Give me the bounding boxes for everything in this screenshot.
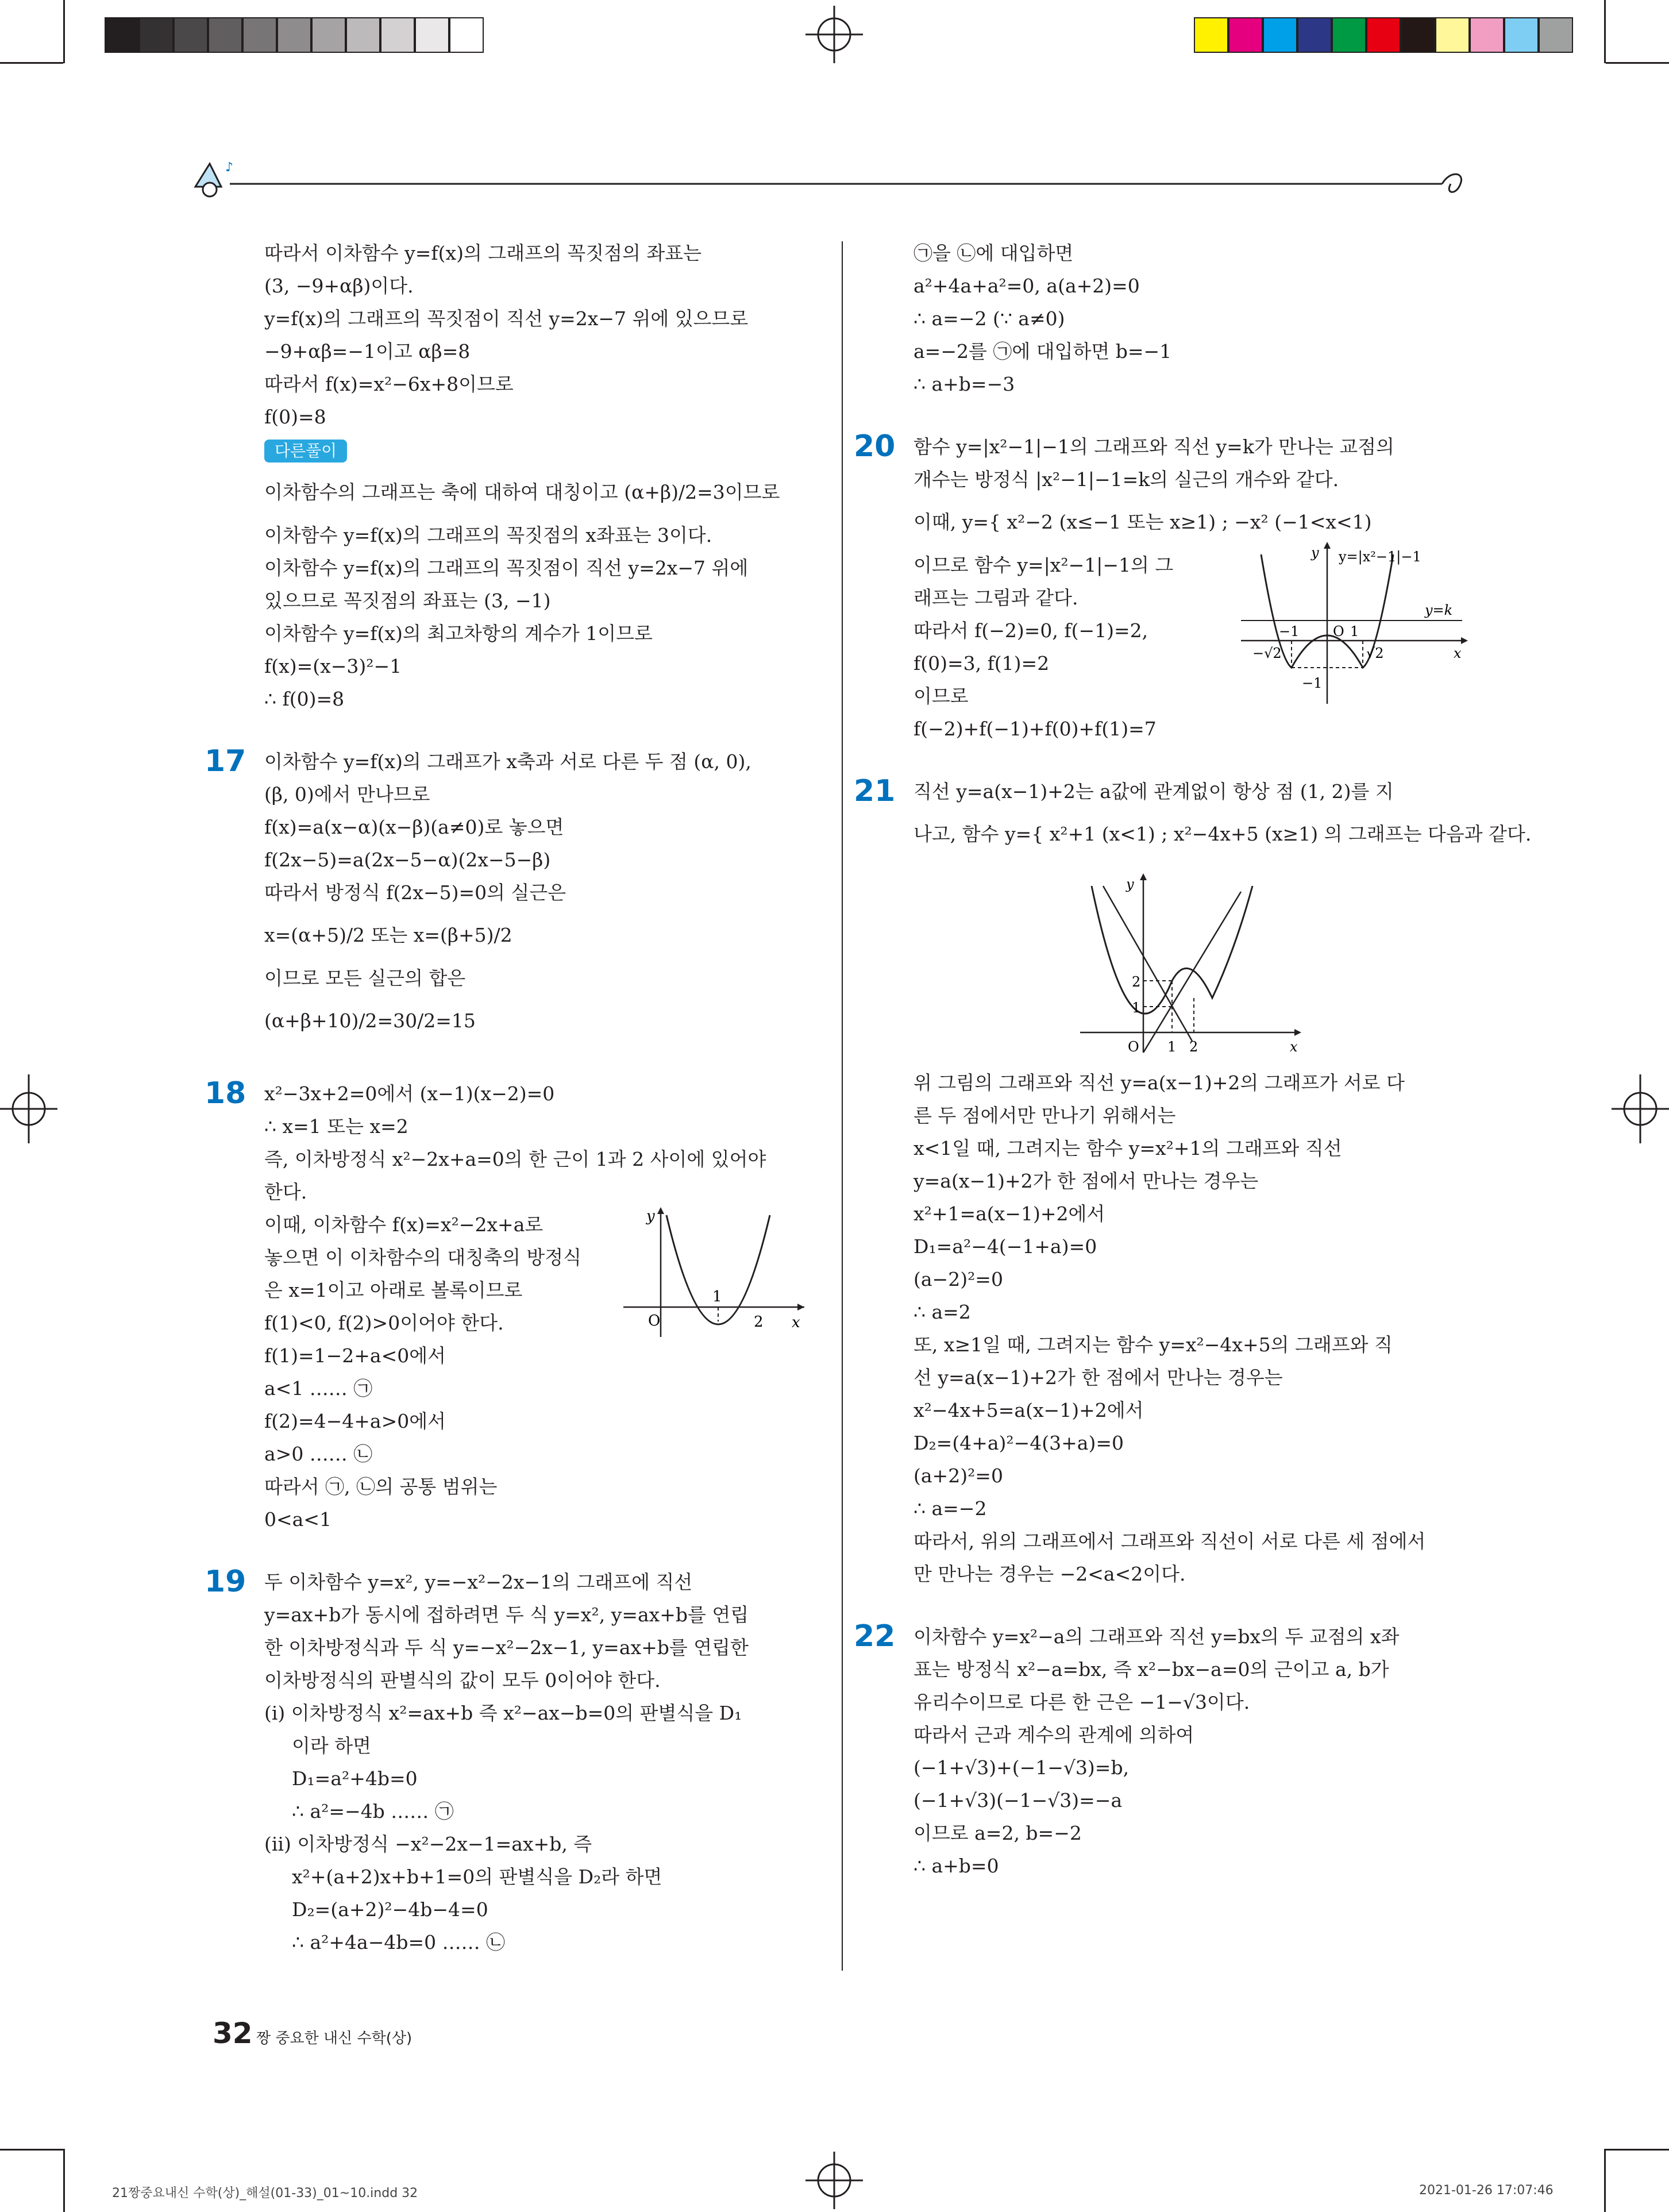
line-text: 이라 하면 xyxy=(292,1735,372,1757)
line-text: x<1일 때, 그려지는 함수 y=x²+1의 그래프와 직선 xyxy=(913,1137,1342,1159)
graph21-origin: O xyxy=(1128,1039,1139,1055)
text-line xyxy=(264,1143,816,1176)
line-text: 이차함수 y=f(x)의 그래프의 꼭짓점의 x좌표는 3이다. xyxy=(264,524,712,546)
text-line xyxy=(913,1394,1454,1427)
gray-swatch xyxy=(415,17,449,53)
text-line xyxy=(264,466,816,519)
graph20-tick-ps2: √2 xyxy=(1366,645,1384,661)
problem-start-line xyxy=(205,1076,816,1111)
line-text: f(−2)+f(−1)+f(0)+f(1)=7 xyxy=(913,718,1157,740)
text-line xyxy=(264,617,816,650)
text-line xyxy=(264,995,816,1047)
text-line xyxy=(913,614,1454,647)
text-line xyxy=(913,1066,1454,1099)
graph20-curve-label: y=|x²−1|−1 xyxy=(1339,549,1421,565)
text-line xyxy=(264,1598,816,1631)
line-text: (ⅱ) 이차방정식 −x²−2x−1=ax+b, 즉 xyxy=(264,1833,592,1855)
line-text: f(2)=4−4+a>0에서 xyxy=(264,1410,446,1432)
line-text: ∴ a²=−4b …… ㉠ xyxy=(292,1800,454,1822)
line-text: D₁=a²+4b=0 xyxy=(292,1767,418,1790)
text-line xyxy=(264,1860,816,1893)
text-line xyxy=(264,1926,816,1959)
graph20-tick-neg1: −1 xyxy=(1302,675,1323,691)
text-line xyxy=(913,1230,1454,1263)
line-text: 이므로 a=2, b=−2 xyxy=(913,1822,1082,1844)
line-text: y=f(x)의 그래프의 꼭짓점이 직선 y=2x−7 위에 있으므로 xyxy=(264,307,749,330)
color-swatch xyxy=(1194,17,1228,53)
crop-mark xyxy=(63,0,65,63)
text-line xyxy=(913,1751,1454,1784)
registration-mark xyxy=(0,1074,57,1143)
line-text: ∴ a=2 xyxy=(913,1301,971,1323)
line-text: D₂=(4+a)²−4(3+a)=0 xyxy=(913,1432,1124,1454)
line-text: 따라서 근과 계수의 관계에 의하여 xyxy=(913,1724,1194,1746)
problem-number: 18 xyxy=(205,1076,246,1111)
graph20-y-label: y xyxy=(1311,545,1319,561)
line-text: ∴ f(0)=8 xyxy=(264,688,345,710)
graph21-y-label: y xyxy=(1126,876,1134,892)
line-text: 이차함수 y=x²−a의 그래프와 직선 y=bx의 두 교점의 x좌 xyxy=(913,1625,1400,1648)
line-text: 따라서 방정식 f(2x−5)=0의 실근은 xyxy=(264,881,566,904)
gray-swatch xyxy=(277,17,311,53)
text-line xyxy=(264,1697,816,1729)
line-text: 놓으면 이 이차함수의 대칭축의 방정식 xyxy=(264,1246,582,1269)
line-text: 이차함수의 그래프는 축에 대하여 대칭이고 (α+β)/2=3이므로 xyxy=(264,481,780,503)
graph20-tick-p1: 1 xyxy=(1350,623,1359,639)
text-line xyxy=(913,269,1454,302)
color-swatch xyxy=(1263,17,1297,53)
graph21-x-label: x xyxy=(1290,1039,1298,1055)
book-title: 짱 중요한 내신 수학(상) xyxy=(256,2030,413,2047)
text-line xyxy=(913,1817,1454,1849)
text-line xyxy=(264,1664,816,1697)
crop-mark xyxy=(0,62,63,64)
text-line xyxy=(264,843,816,876)
line-text: D₁=a²−4(−1+a)=0 xyxy=(913,1235,1097,1258)
gray-swatch xyxy=(380,17,415,53)
line-text: 은 x=1이고 아래로 볼록이므로 xyxy=(264,1279,523,1301)
text-line xyxy=(913,1525,1454,1558)
text-line xyxy=(264,1241,816,1274)
text-line xyxy=(264,1729,816,1762)
line-text: a=−2를 ㉠에 대입하면 b=−1 xyxy=(913,340,1172,363)
line-text: 즉, 이차방정식 x²−2x+a=0의 한 근이 1과 2 사이에 있어야 xyxy=(264,1148,766,1170)
color-swatch xyxy=(1401,17,1435,53)
line-text: 이때, 이차함수 f(x)=x²−2x+a로 xyxy=(264,1213,544,1236)
line-text: 따라서 f(x)=x²−6x+8이므로 xyxy=(264,373,514,395)
svg-text:♪: ♪ xyxy=(225,160,234,175)
problem-start-line xyxy=(205,744,816,779)
crop-mark xyxy=(1606,2149,1669,2151)
problem-number: 22 xyxy=(854,1619,896,1654)
text-line xyxy=(264,519,816,552)
gray-swatch xyxy=(174,17,208,53)
text-line xyxy=(913,1263,1454,1296)
line-text: (β, 0)에서 만나므로 xyxy=(264,783,430,806)
line-text: ∴ a=−2 (∵ a≠0) xyxy=(913,307,1065,330)
text-line xyxy=(913,1427,1454,1459)
text-line xyxy=(913,237,1454,269)
line-text: 0<a<1 xyxy=(264,1508,332,1531)
graph21-tick-2: 2 xyxy=(1189,1039,1198,1055)
text-line xyxy=(913,1361,1454,1394)
line-text: ㉠을 ㉡에 대입하면 xyxy=(913,242,1074,264)
graph20-line-label: y=k xyxy=(1425,602,1453,618)
line-text: (3, −9+αβ)이다. xyxy=(264,275,414,297)
line-text: 함수 y=|x²−1|−1의 그래프와 직선 y=k가 만나는 교점의 xyxy=(913,436,1394,458)
text-line xyxy=(264,400,816,433)
problem-start-line xyxy=(205,1564,816,1599)
graph21-value-1: 1 xyxy=(1132,1000,1141,1016)
crop-mark xyxy=(0,2149,63,2151)
text-line xyxy=(264,876,816,909)
line-text: 표는 방정식 x²−a=bx, 즉 x²−bx−a=0의 근이고 a, b가 xyxy=(913,1658,1389,1681)
right-column xyxy=(854,237,1532,1882)
line-text: 만 만나는 경우는 −2<a<2이다. xyxy=(913,1563,1186,1585)
left-column xyxy=(205,237,816,1959)
text-line xyxy=(264,909,816,962)
line-text: f(1)=1−2+a<0에서 xyxy=(264,1344,446,1367)
text-line xyxy=(913,1132,1454,1165)
line-text: 이차함수 y=f(x)의 그래프가 x축과 서로 다른 두 점 (α, 0), xyxy=(264,750,751,773)
line-text: 있으므로 꼭짓점의 좌표는 (3, −1) xyxy=(264,589,551,612)
gray-swatch xyxy=(311,17,346,53)
text-line xyxy=(264,1795,816,1828)
text-line xyxy=(913,1328,1454,1361)
text-line xyxy=(264,1438,816,1470)
text-line xyxy=(264,1405,816,1438)
problem-start-line xyxy=(854,774,1454,808)
header-rule xyxy=(178,155,1471,201)
graph18-y-label: y xyxy=(646,1208,655,1225)
graph20-x-label: x xyxy=(1454,645,1462,661)
text-line xyxy=(264,1828,816,1860)
gray-swatch xyxy=(105,17,139,53)
graph21-value-2: 2 xyxy=(1132,974,1141,990)
line-text: f(x)=(x−3)²−1 xyxy=(264,655,402,677)
line-text: a<1 …… ㉠ xyxy=(264,1377,373,1400)
text-line xyxy=(264,778,816,811)
line-text: 한 이차방정식과 두 식 y=−x²−2x−1, y=ax+b를 연립한 xyxy=(264,1636,749,1659)
text-line xyxy=(264,1631,816,1664)
text-line xyxy=(913,808,1532,861)
line-text: −9+αβ=−1이고 αβ=8 xyxy=(264,340,471,363)
problem-number: 17 xyxy=(205,744,246,779)
line-text: (−1+√3)(−1−√3)=−a xyxy=(913,1789,1123,1812)
graph18-tick-2: 2 xyxy=(754,1313,764,1331)
line-text: 따라서, 위의 그래프에서 그래프와 직선이 서로 다른 세 점에서 xyxy=(913,1530,1426,1552)
text-line xyxy=(913,1558,1454,1590)
text-line xyxy=(264,962,816,995)
line-text: (a−2)²=0 xyxy=(913,1268,1003,1290)
line-text: 이므로 함수 y=|x²−1|−1의 그 xyxy=(913,554,1174,576)
graph18-tick-1: 1 xyxy=(712,1288,722,1305)
gray-swatch xyxy=(139,17,174,53)
color-swatch xyxy=(1332,17,1366,53)
line-text: 선 y=a(x−1)+2가 한 점에서 만나는 경우는 xyxy=(913,1366,1283,1389)
line-text: ∴ x=1 또는 x=2 xyxy=(264,1115,408,1138)
line-text: y=a(x−1)+2가 한 점에서 만나는 경우는 xyxy=(913,1170,1259,1192)
line-text: 두 이차함수 y=x², y=−x²−2x−1의 그래프에 직선 xyxy=(264,1571,693,1593)
text-line xyxy=(264,237,816,269)
text-line xyxy=(913,1784,1454,1817)
text-line xyxy=(264,1503,816,1536)
alt-solution-row xyxy=(264,433,816,466)
gray-swatch xyxy=(208,17,242,53)
graph-problem-21 xyxy=(1069,869,1310,1058)
text-line xyxy=(913,1165,1454,1197)
text-line xyxy=(264,1274,816,1307)
line-text: ∴ a²+4a−4b=0 …… ㉡ xyxy=(292,1931,506,1953)
text-line xyxy=(913,1686,1454,1718)
line-text: a>0 …… ㉡ xyxy=(264,1443,373,1465)
line-text: 이차함수 y=f(x)의 최고차항의 계수가 1이므로 xyxy=(264,622,653,645)
text-line xyxy=(264,552,816,584)
gray-swatch xyxy=(449,17,484,53)
graph18-origin: O xyxy=(648,1312,661,1329)
line-text: 따라서 f(−2)=0, f(−1)=2, xyxy=(913,619,1148,642)
crop-mark xyxy=(63,2149,65,2212)
line-text: (ⅰ) 이차방정식 x²=ax+b 즉 x²−ax−b=0의 판별식을 D₁ xyxy=(264,1702,742,1724)
text-line xyxy=(913,680,1454,712)
text-line xyxy=(264,1372,816,1405)
line-text: x²−4x+5=a(x−1)+2에서 xyxy=(913,1399,1144,1421)
color-swatch xyxy=(1435,17,1470,53)
text-line xyxy=(913,302,1454,335)
line-text: 직선 y=a(x−1)+2는 a값에 관계없이 항상 점 (1, 2)를 지 xyxy=(913,780,1394,803)
gray-swatch xyxy=(346,17,380,53)
text-line xyxy=(913,1849,1454,1882)
line-text: x=(α+5)/2 또는 x=(β+5)/2 xyxy=(264,924,512,946)
line-text: 한다. xyxy=(264,1181,307,1203)
line-text: 이므로 xyxy=(913,685,969,707)
line-text: 래프는 그림과 같다. xyxy=(913,587,1078,609)
graph21-tick-1: 1 xyxy=(1167,1039,1177,1055)
line-text: 위 그림의 그래프와 직선 y=a(x−1)+2의 그래프가 서로 다 xyxy=(913,1072,1405,1094)
line-text: y=ax+b가 동시에 접하려면 두 식 y=x², y=ax+b를 연립 xyxy=(264,1604,749,1626)
text-line xyxy=(264,1110,816,1143)
line-text: f(0)=8 xyxy=(264,406,326,428)
text-line xyxy=(913,1459,1454,1492)
line-text: 개수는 방정식 |x²−1|−1=k의 실근의 개수와 같다. xyxy=(913,468,1339,491)
text-line xyxy=(264,335,816,368)
text-line xyxy=(913,1718,1454,1751)
graph20-tick-m1: −1 xyxy=(1279,623,1300,639)
color-swatch xyxy=(1366,17,1401,53)
slug-file-name: 21짱중요내신 수학(상)_해설(01-33)_01~10.indd 32 xyxy=(112,2186,418,2201)
line-text: (a+2)²=0 xyxy=(913,1465,1003,1487)
text-line xyxy=(913,1099,1454,1132)
text-line xyxy=(913,712,1454,745)
text-line xyxy=(913,581,1454,614)
text-line xyxy=(264,683,816,715)
problem-start-line xyxy=(854,1619,1454,1654)
registration-mark xyxy=(805,6,863,63)
line-text: f(1)<0, f(2)>0이어야 한다. xyxy=(264,1312,504,1334)
line-text: 따라서 이차함수 y=f(x)의 그래프의 꼭짓점의 좌표는 xyxy=(264,242,701,264)
text-line xyxy=(264,811,816,843)
color-swatch xyxy=(1539,17,1573,53)
gray-swatch xyxy=(242,17,277,53)
alt-solution-badge: 다른풀이 xyxy=(264,440,347,463)
crop-mark xyxy=(1606,62,1669,64)
text-line xyxy=(264,1307,816,1339)
color-swatch xyxy=(1504,17,1539,53)
text-line xyxy=(264,1470,816,1503)
registration-mark xyxy=(805,2152,863,2209)
text-line xyxy=(913,335,1454,368)
text-line xyxy=(264,584,816,617)
line-text: 이므로 모든 실근의 합은 xyxy=(264,967,466,989)
graph18-x-label: x xyxy=(792,1314,800,1331)
slug-date: 2021-01-26 17:07:46 xyxy=(1419,2183,1554,2198)
line-text: a²+4a+a²=0, a(a+2)=0 xyxy=(913,275,1140,297)
text-line xyxy=(913,1653,1454,1686)
line-text: x²+1=a(x−1)+2에서 xyxy=(913,1203,1105,1225)
line-text: 나고, 함수 y={ x²+1 (x<1) ; x²−4x+5 (x≥1) 의 그래프는 다음과 같다. xyxy=(913,823,1532,845)
problem-number: 20 xyxy=(854,429,896,464)
color-swatch xyxy=(1470,17,1504,53)
line-text: D₂=(a+2)²−4b−4=0 xyxy=(292,1898,488,1921)
graph20-origin: O xyxy=(1333,623,1344,639)
graph20-tick-ms2: −√2 xyxy=(1252,645,1282,661)
line-text: x²−3x+2=0에서 (x−1)(x−2)=0 xyxy=(264,1082,555,1105)
line-text: 이때, y={ x²−2 (x≤−1 또는 x≥1) ; −x² (−1<x<1) xyxy=(913,511,1372,533)
line-text: ∴ a+b=0 xyxy=(913,1855,999,1877)
problem-number: 21 xyxy=(854,774,896,808)
line-text: f(0)=3, f(1)=2 xyxy=(913,652,1050,675)
text-line xyxy=(913,463,1454,496)
text-line xyxy=(264,368,816,400)
line-text: ∴ a=−2 xyxy=(913,1497,987,1520)
text-line xyxy=(264,650,816,683)
line-text: 이차함수 y=f(x)의 그래프의 꼭짓점이 직선 y=2x−7 위에 xyxy=(264,557,749,579)
line-text: 유리수이므로 다른 한 근은 −1−√3이다. xyxy=(913,1691,1250,1713)
line-text: 른 두 점에서만 만나기 위해서는 xyxy=(913,1104,1176,1127)
text-line xyxy=(913,647,1454,680)
text-line xyxy=(913,1296,1454,1328)
text-line xyxy=(264,269,816,302)
line-text: f(x)=a(x−α)(x−β)(a≠0)로 놓으면 xyxy=(264,816,564,838)
line-text: 이차방정식의 판별식의 값이 모두 0이어야 한다. xyxy=(264,1669,661,1691)
text-line xyxy=(913,368,1454,400)
line-text: (α+β+10)/2=30/2=15 xyxy=(264,1009,476,1032)
text-line xyxy=(913,1492,1454,1525)
registration-mark xyxy=(1612,1074,1669,1143)
text-line xyxy=(264,302,816,335)
line-text: x²+(a+2)x+b+1=0의 판별식을 D₂라 하면 xyxy=(292,1866,662,1888)
text-line xyxy=(264,1762,816,1795)
line-text: ∴ a+b=−3 xyxy=(913,373,1015,395)
color-swatch xyxy=(1228,17,1263,53)
crop-mark xyxy=(1604,0,1606,63)
line-text: 또, x≥1일 때, 그려지는 함수 y=x²−4x+5의 그래프와 직 xyxy=(913,1334,1393,1356)
text-line xyxy=(264,1893,816,1926)
text-line xyxy=(264,1339,816,1372)
crop-mark xyxy=(1604,2149,1606,2212)
line-text: (−1+√3)+(−1−√3)=b, xyxy=(913,1756,1130,1779)
line-text: f(2x−5)=a(2x−5−α)(2x−5−β) xyxy=(264,849,551,871)
color-swatch xyxy=(1297,17,1332,53)
problem-number: 19 xyxy=(205,1564,246,1599)
page-number: 32 xyxy=(213,2017,253,2050)
column-divider xyxy=(842,241,843,1971)
problem-start-line xyxy=(854,429,1454,464)
text-line xyxy=(913,1197,1454,1230)
line-text: 따라서 ㉠, ㉡의 공통 범위는 xyxy=(264,1475,498,1498)
